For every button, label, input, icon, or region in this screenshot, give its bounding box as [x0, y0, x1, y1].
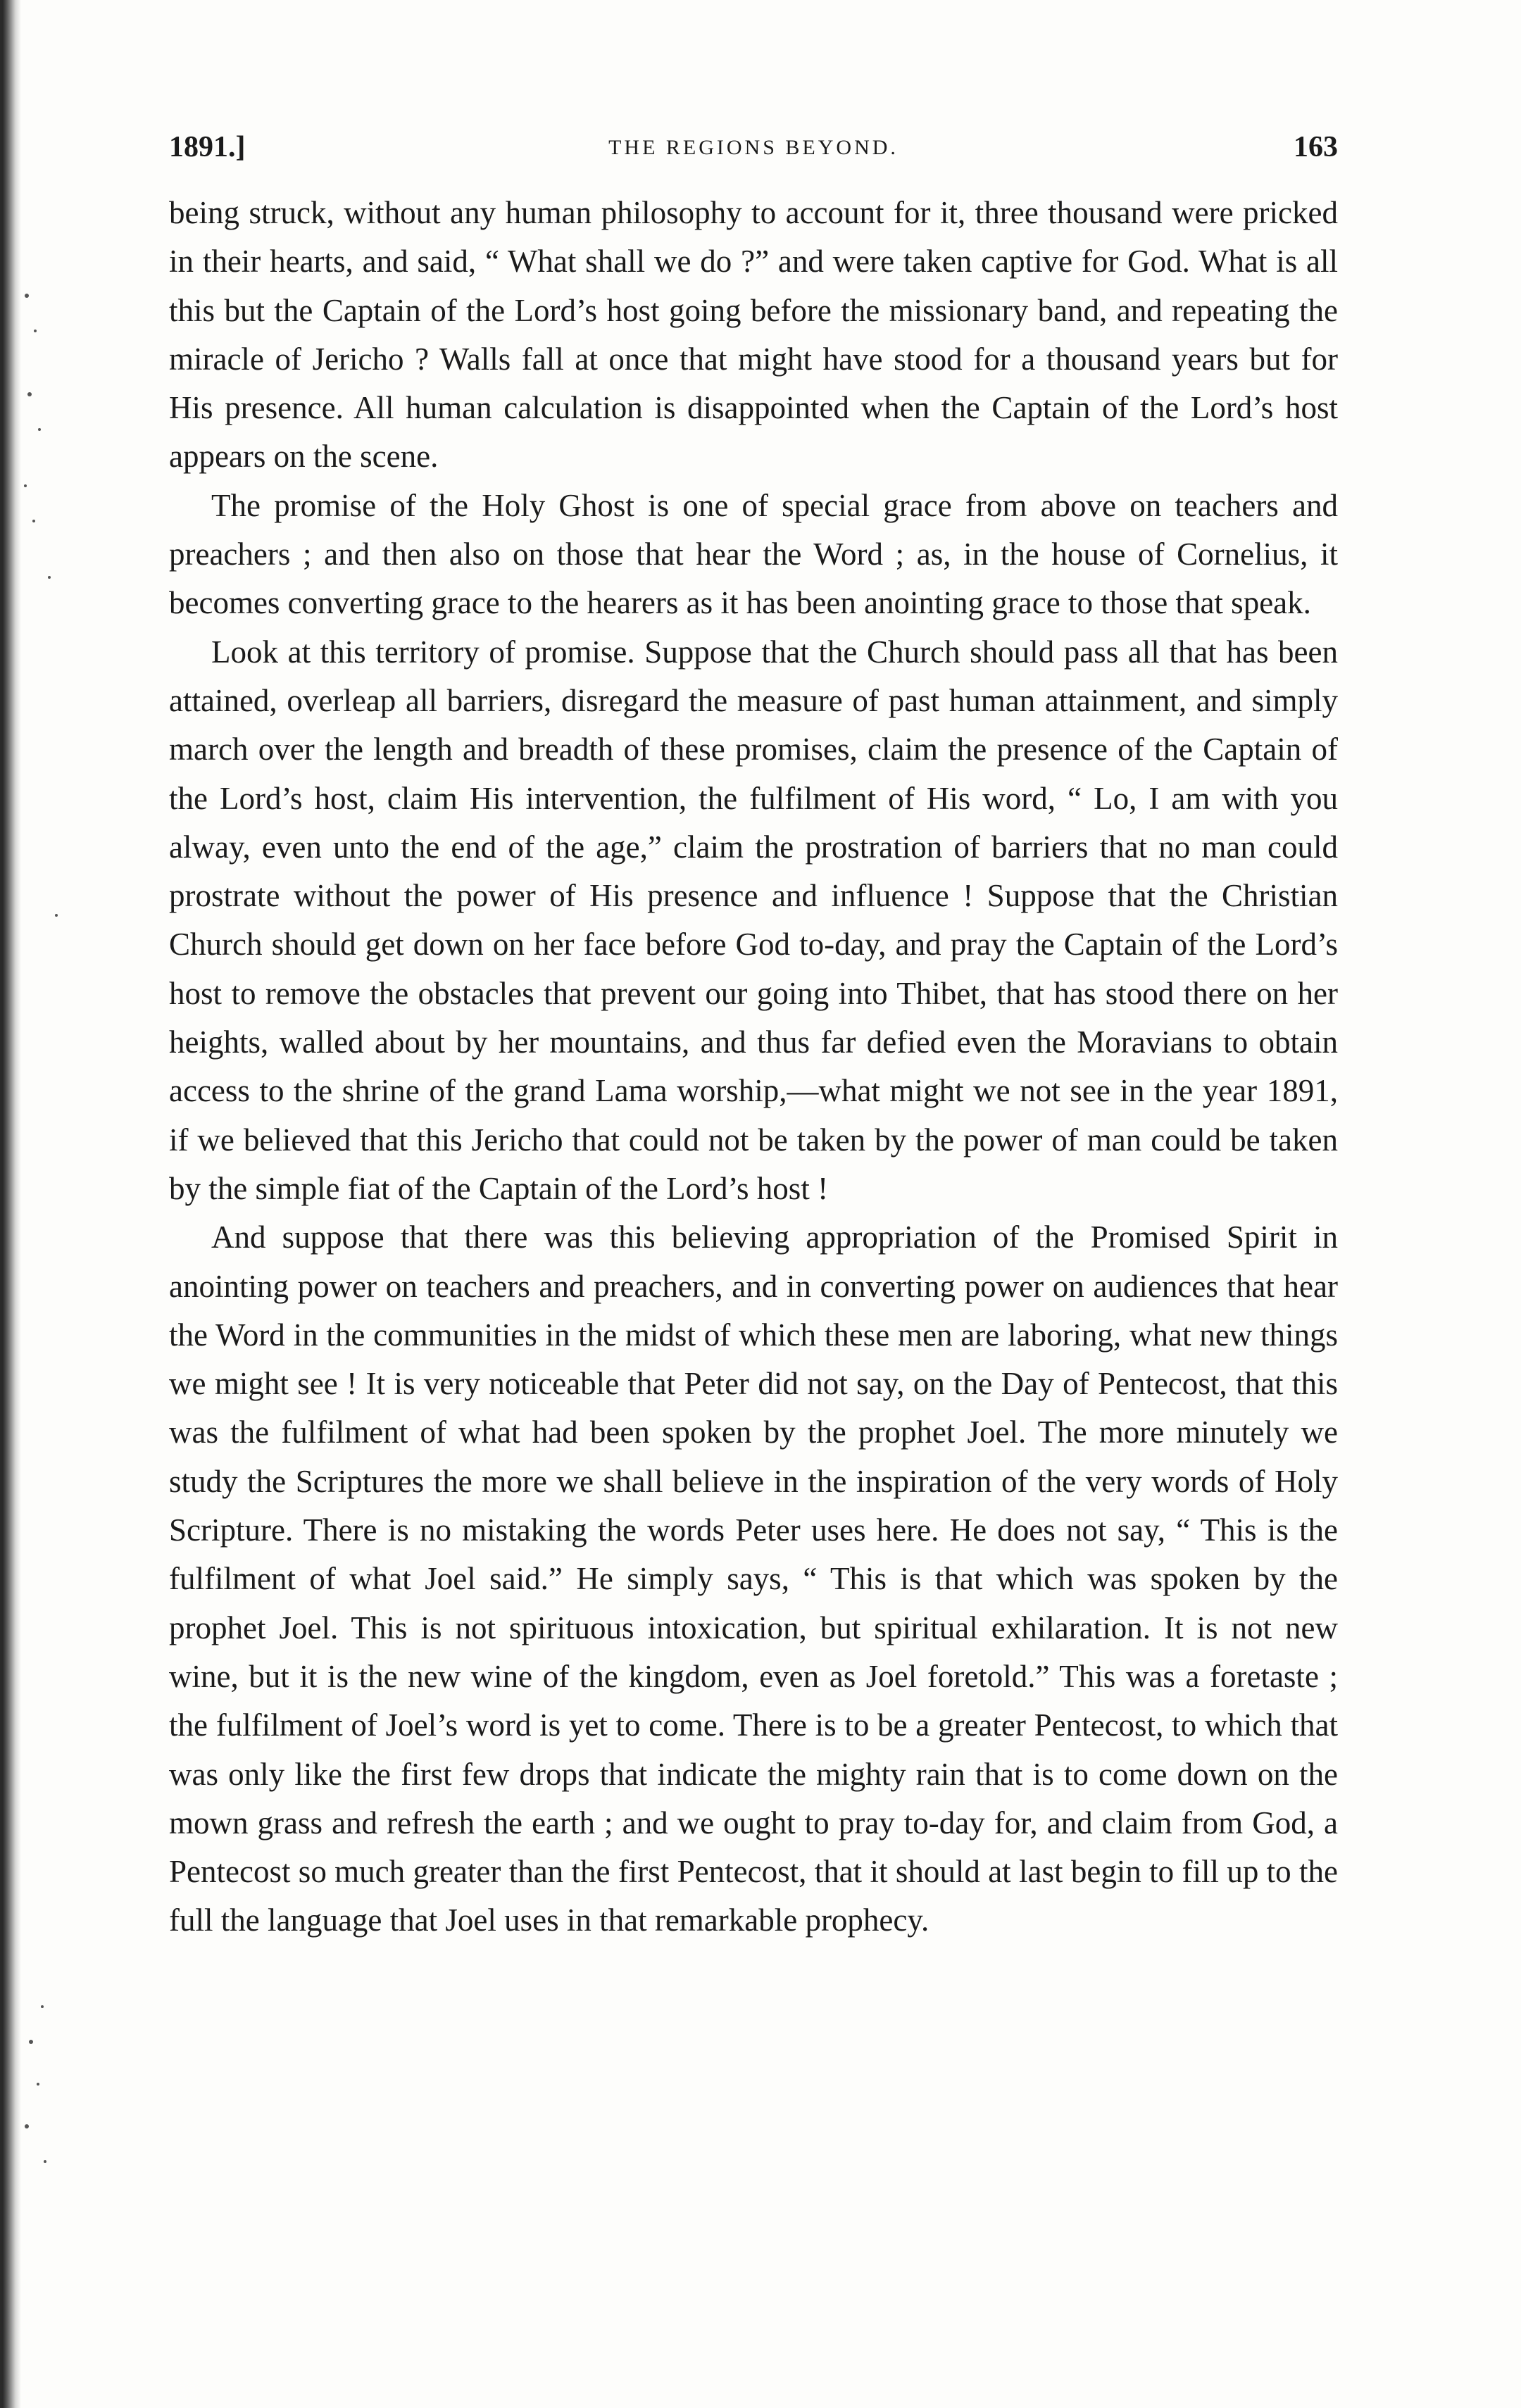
paragraph: The promise of the Holy Ghost is one of special grace from above on teachers and preachers ; and then also on those that hear the Word ; as, in the house of Cornelius, it becomes converting grace to the hearers as it has been anointing grace to those that speak.: [169, 487, 1338, 621]
paragraph: And suppose that there was this believing appropriation of the Promised Spirit in anointing power on teachers and preachers, and in converting power on audiences that hear the Word in the communities in the midst of which these men are laboring, what new things we might see ! It is very noticeable that Peter did not say, on the Day of Pentecost, that this was the fulfilment of what had been spoken by the prophet Joel. The more minutely we study the Scriptures the more we shall believe in the inspiration of the very words of Holy Scripture. There is no mistaking the words Peter uses here. He does not say, “ This is the fulfilment of what Joel said.” He simply says, “ This is that which was spoken by the prophet Joel. This is not spirituous intoxication, but spiritual exhilaration. It is not new wine, but it is the new wine of the kingdom, even as Joel foretold.” This was a foretaste ; the fulfilment of Joel’s word is yet to come. There is to be a greater Pentecost, to which that was only like the first few drops that indicate the mighty rain that is to come down on the mown grass and refresh the earth ; and we ought to pray to-day for, and claim from God, a Pentecost so much greater than the first Pentecost, that it should at last begin to fill up to the full the language that Joel uses in that remarkable prophecy.: [169, 1219, 1338, 1938]
page-number: 163: [1294, 131, 1338, 163]
running-header: [169, 123, 1338, 173]
header-year: 1891.]: [169, 131, 246, 163]
scan-speckle-marks: [21, 0, 77, 2408]
running-title: THE REGIONS BEYOND.: [608, 136, 899, 159]
paragraph: being struck, without any human philosophy to account for it, three thousand were pricked in their hearts, and said, “ What shall we do ?” and were taken captive for God. What is all this but the Captain of the Lord’s host going before the missionary band, and repeating the miracle of Jericho ? Walls fall at once that might have stood for a thousand years but for His presence. All human calculation is disappointed when the Captain of the Lord’s host appears on the scene.: [169, 195, 1338, 475]
paragraph: Look at this territory of promise. Suppose that the Church should pass all that has been attained, overleap all barriers, disregard the measure of past human attainment, and simply march over the length and breadth of these promises, claim the presence of the Captain of the Lord’s host, claim His intervention, the fulfilment of His word, “ Lo, I am with you alway, even unto the end of the age,” claim the prostration of barriers that no man could prostrate without the power of His presence and influence ! Suppose that the Christian Church should get down on her face before God to-day, and pray the Captain of the Lord’s host to remove the obstacles that prevent our going into Thibet, that has stood there on her heights, walled about by her mountains, and thus far defied even the Moravians to obtain access to the shrine of the grand Lama worship,—what might we not see in the year 1891, if we believed that this Jericho that could not be taken by the power of man could be taken by the simple fiat of the Captain of the Lord’s host !: [169, 634, 1338, 1206]
scan-binding-edge: [0, 0, 21, 2408]
page-body: [169, 189, 1338, 1945]
